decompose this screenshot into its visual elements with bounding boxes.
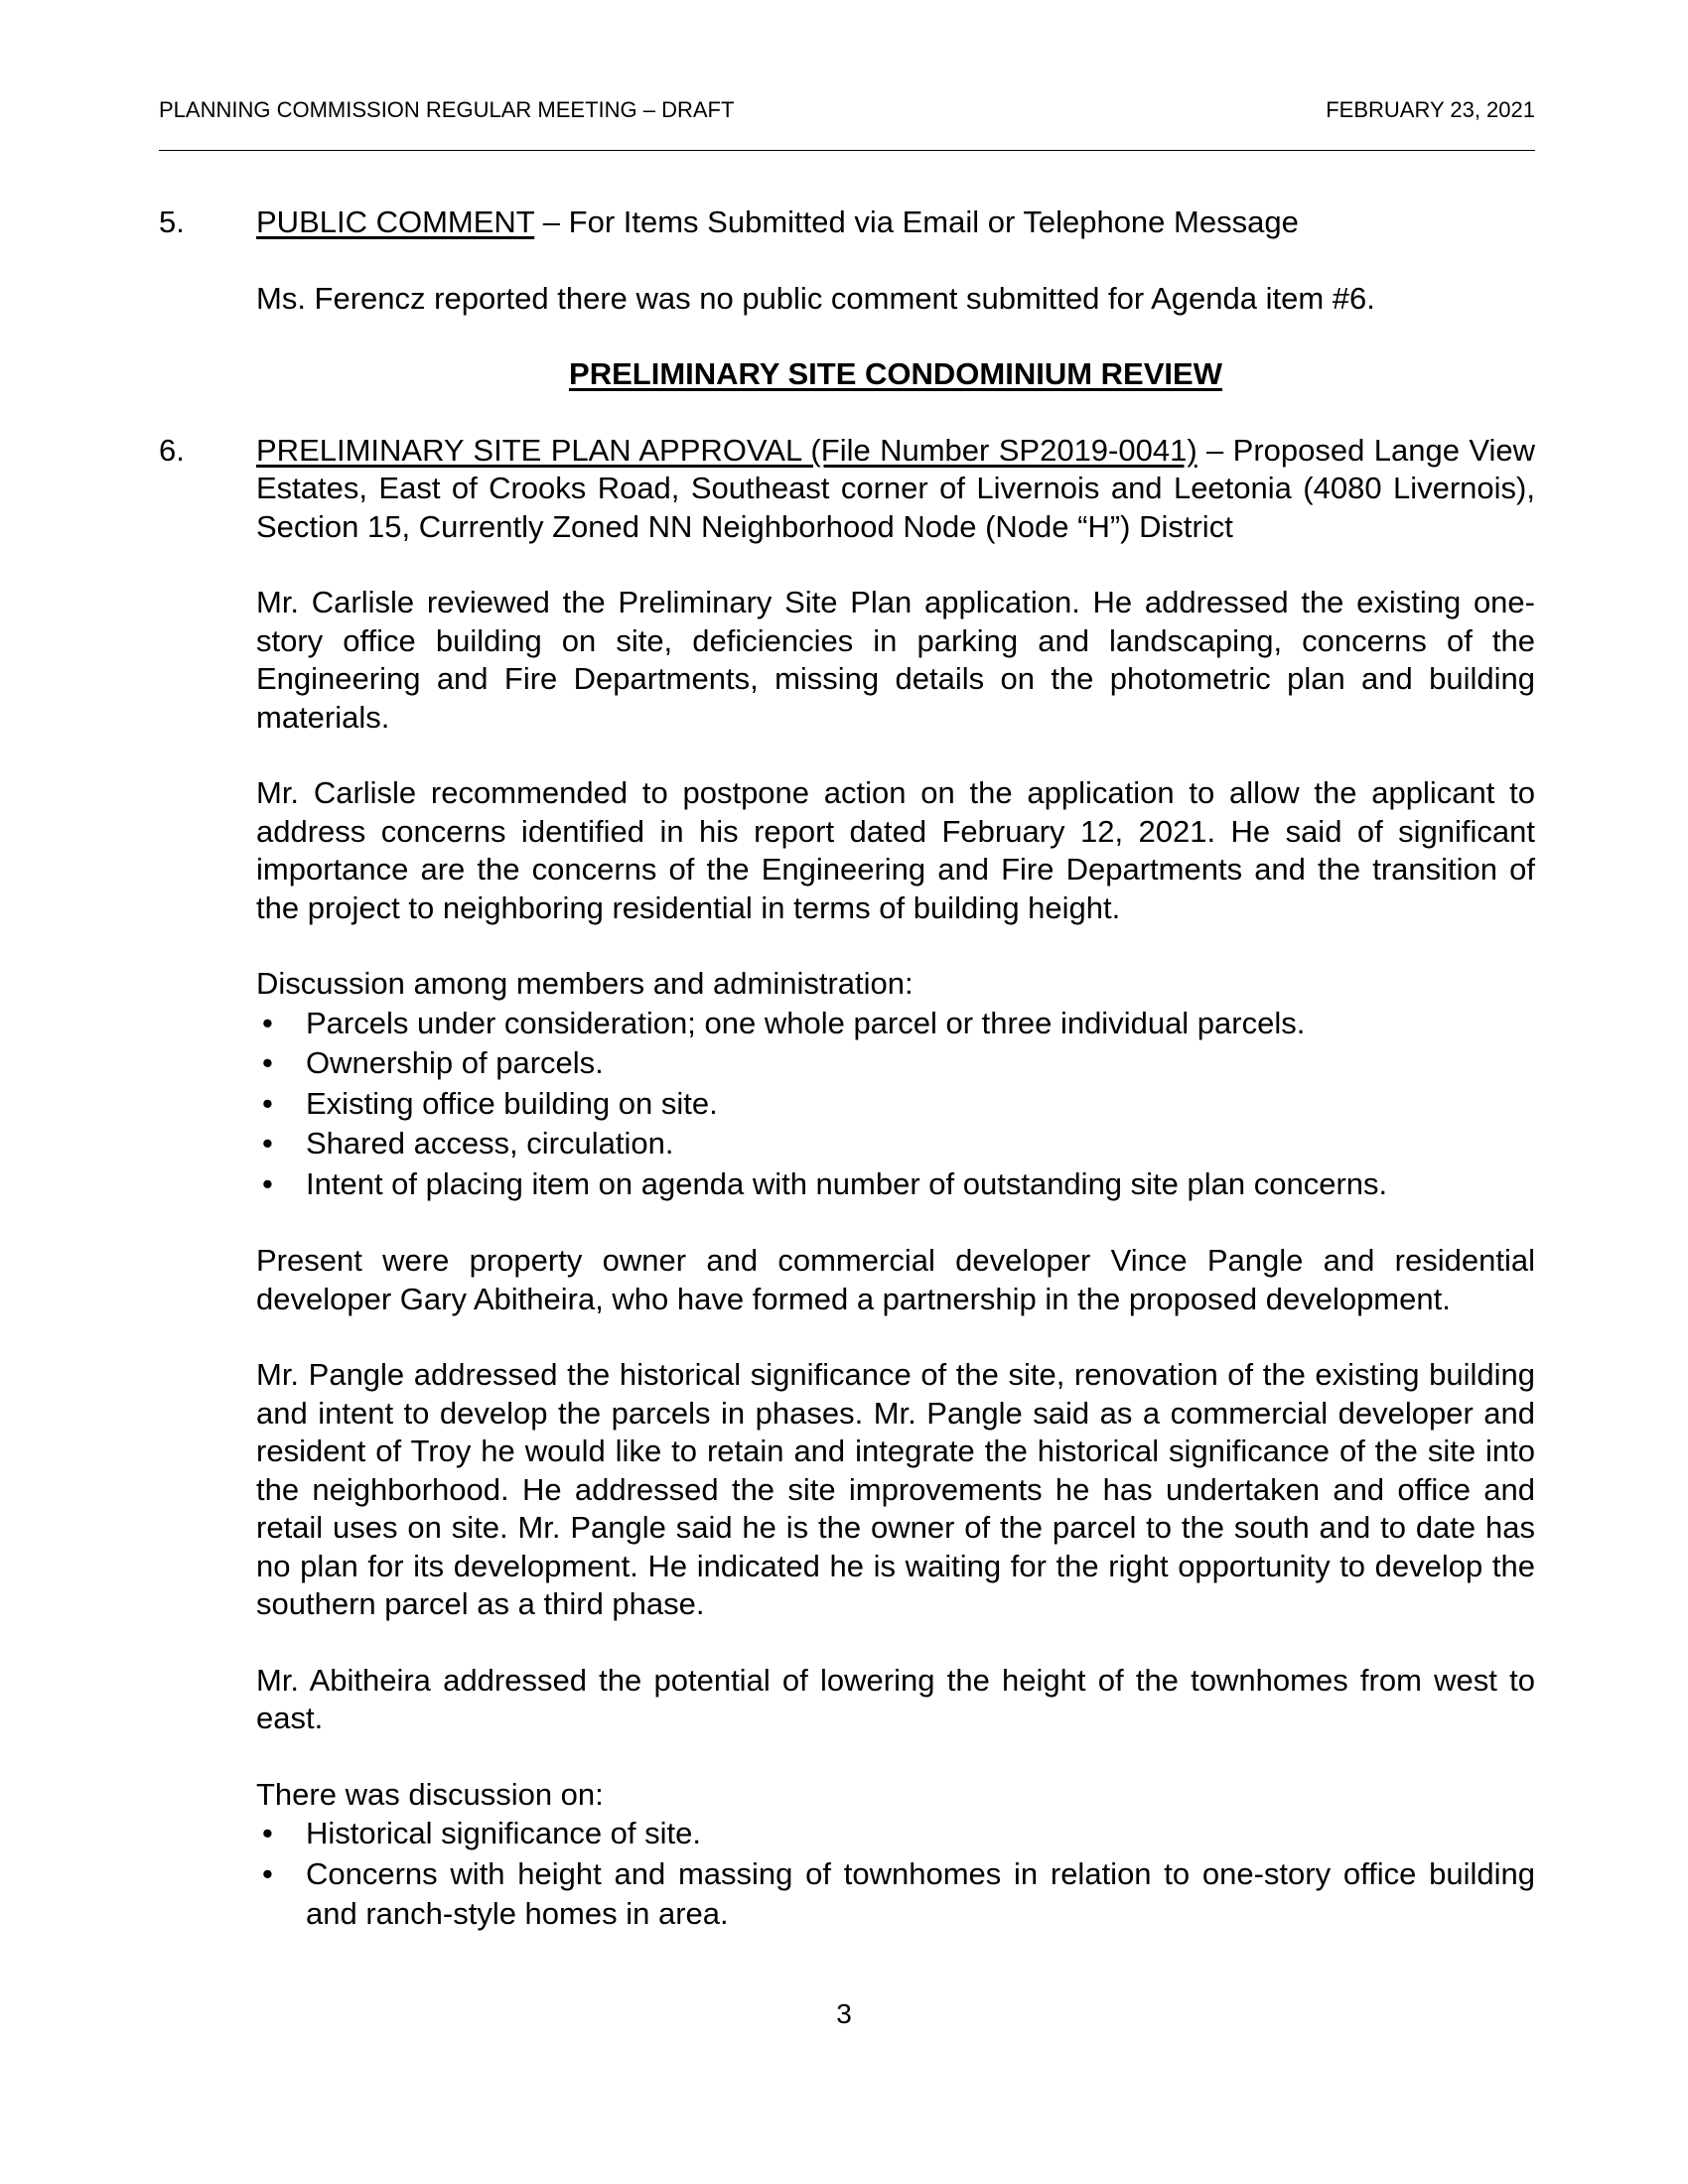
item-heading [256, 432, 1535, 547]
bullet-icon: • [262, 1045, 273, 1080]
item-subtitle: – Proposed Lange View Estates, East of Crooks Road, Southeast corner of Livernois and Leetonia (4080 Livernois), Section 15, Currently Zoned NN Neighborhood Node (Node “H”) District [256, 432, 1535, 544]
list-item: • Existing office building on site. [256, 1084, 1535, 1125]
item-subtitle: – For Items Submitted via Email or Telephone Message [534, 205, 1299, 239]
list-item: • Shared access, circulation. [256, 1124, 1535, 1164]
page-number: 3 [836, 1998, 852, 2029]
bullet-list [256, 1814, 1535, 1935]
paragraph: Mr. Carlisle recommended to postpone action on the application to allow the applicant to address concerns identified in his report dated February 12, 2021. He said of significant importance are the concerns of the Engineering and Fire Departments and the transition of the project to neighboring residential in terms of building height. [256, 775, 1535, 925]
bullet-icon: • [262, 1816, 273, 1850]
bullet-icon: • [262, 1085, 273, 1121]
page-header [159, 97, 1535, 123]
list-item: • Parcels under consideration; one whole parcel or three individual parcels. [256, 1004, 1535, 1044]
list-item: • Concerns with height and massing of townhomes in relation to one-story office building and ranch-style homes in area. [262, 1855, 1535, 1931]
document-body [159, 204, 1535, 1935]
bullet-icon: • [262, 1126, 273, 1160]
item-number: 5. [159, 205, 185, 239]
list-item: • Historical significance of site. [256, 1814, 1535, 1854]
agenda-item-6 [159, 432, 1535, 547]
header-rule [159, 150, 1535, 151]
item-title: PUBLIC COMMENT [256, 205, 535, 239]
bullet-icon: • [262, 1005, 273, 1040]
bullet-icon: • [262, 1855, 273, 1891]
bullet-list [256, 1004, 1535, 1205]
list-item: • Intent of placing item on agenda with number of outstanding site plan concerns. [256, 1164, 1535, 1205]
section-title: PRELIMINARY SITE CONDOMINIUM REVIEW [569, 356, 1222, 391]
agenda-item-5 [159, 204, 1535, 242]
paragraph: Ms. Ferencz reported there was no public comment submitted for Agenda item #6. [256, 280, 1375, 316]
item-title: PRELIMINARY SITE PLAN APPROVAL (File Number SP2019-0041) [256, 432, 1197, 468]
item-heading [256, 204, 1535, 242]
paragraph: Present were property owner and commercial developer Vince Pangle and residential developer Gary Abitheira, who have formed a partnership in the proposed development. [256, 1243, 1535, 1316]
header-meeting-title: PLANNING COMMISSION REGULAR MEETING – DRAFT [159, 97, 735, 122]
list-item: • Ownership of parcels. [256, 1043, 1535, 1084]
item-number: 6. [159, 432, 185, 468]
header-date: FEBRUARY 23, 2021 [1326, 97, 1535, 122]
paragraph: Mr. Carlisle reviewed the Preliminary Site Plan application. He addressed the existing one-story office building on site, deficiencies in parking and landscaping, concerns of the Engineering and Fire Departments, missing details on the photometric plan and building materials. [256, 585, 1535, 735]
paragraph: Mr. Pangle addressed the historical significance of the site, renovation of the existing building and intent to develop the parcels in phases. Mr. Pangle said as a commercial developer and resident of Troy he would like to retain and integrate the historical significance of the site into the neighborhood. He addressed the site improvements he has undertaken and office and retail uses on site. Mr. Pangle said he is the owner of the parcel to the south and to date has no plan for its development. He indicated he is waiting for the right opportunity to develop the southern parcel as a third phase. [256, 1357, 1535, 1621]
list-intro: There was discussion on: [256, 1776, 604, 1812]
list-intro: Discussion among members and administration: [256, 966, 914, 1001]
paragraph: Mr. Abitheira addressed the potential of lowering the height of the townhomes from west to east. [256, 1662, 1535, 1735]
bullet-icon: • [262, 1165, 273, 1201]
